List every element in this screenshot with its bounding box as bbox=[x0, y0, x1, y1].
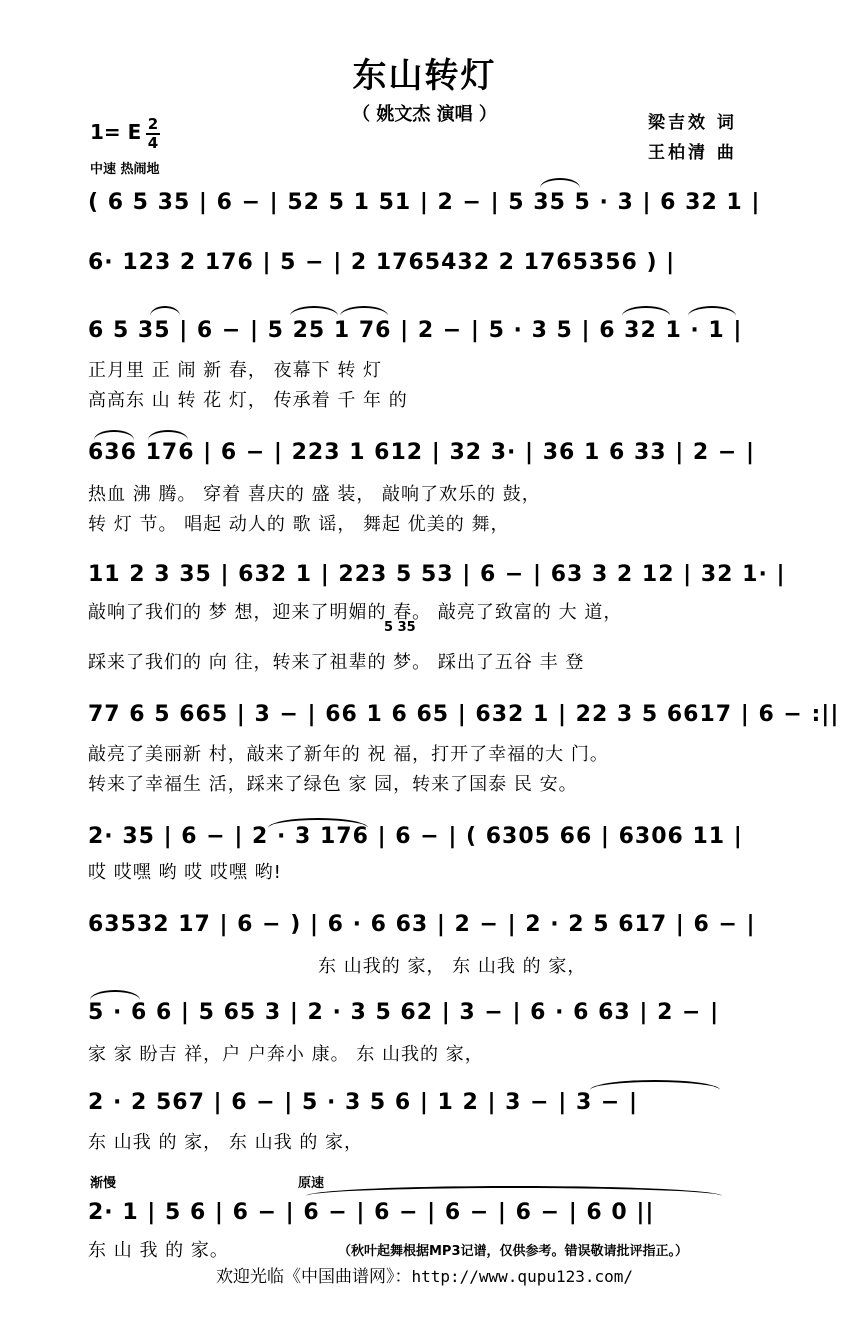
time-signature bbox=[146, 117, 160, 151]
slur-mark bbox=[148, 430, 188, 440]
score-title: 东山转灯 bbox=[352, 56, 497, 96]
footer-url[interactable]: http://www.qupu123.com/ bbox=[411, 1267, 634, 1286]
footer bbox=[0, 1262, 849, 1287]
slur-mark bbox=[268, 818, 368, 828]
lyric-line-4-verse-1: 热血 沸 腾。 穿着 喜庆的 盛 装， 敲响了欢乐的 鼓， bbox=[88, 484, 541, 505]
lyric-line-10: 东 山我 的 家， 东 山我 的 家， bbox=[88, 1132, 364, 1153]
notation-line-2: 6· 123 2 176 | 5 − | 2 1765432 2 1765356 ) | bbox=[88, 250, 676, 275]
lyricist-credit: 梁吉效 词 bbox=[648, 113, 737, 133]
transcriber-note: （秋叶起舞根据MP3记谱，仅供参考。错误敬请批评指正。） bbox=[338, 1244, 689, 1259]
notation-line-1: ( 6 5 35 | 6 − | 52 5 1 51 | 2 − | 5 35 5 · 3 | 6 32 1 | bbox=[88, 190, 761, 215]
slur-mark bbox=[622, 306, 670, 316]
notation-line-3: 6 5 35 | 6 − | 5 25 1 76 | 2 − | 5 · 3 5 | 6 32 1 · 1 | bbox=[88, 318, 743, 343]
lyric-line-5-verse-2: 踩来了我们的 向 往，转来了祖辈的 梦。 踩出了五谷 丰 登 bbox=[88, 652, 585, 673]
footer-welcome: 欢迎光临《中国曲谱网》： bbox=[215, 1267, 412, 1287]
lyric-line-5-verse-1: 敲响了我们的 梦 想，迎来了明媚的 春。 敲亮了致富的 大 道， bbox=[88, 602, 623, 623]
tempo-marking: 中速 热闹地 bbox=[90, 162, 160, 177]
notation-line-6: 77 6 5 665 | 3 − | 66 1 6 65 | 632 1 | 22 3 5 6617 | 6 − :|| bbox=[88, 702, 840, 727]
lyric-line-3-verse-2: 高高东 山 转 花 灯， 传承着 千 年 的 bbox=[88, 390, 408, 411]
notation-line-9: 5 · 6 6 | 5 65 3 | 2 · 3 5 62 | 3 − | 6 · 6 63 | 2 − | bbox=[88, 1000, 720, 1025]
key-signature: 1= E bbox=[90, 120, 142, 144]
lyric-line-9: 家 家 盼吉 祥，户 户奔小 康。 东 山我的 家， bbox=[88, 1044, 484, 1065]
lyric-line-11: 东 山 我 的 家。 bbox=[88, 1240, 229, 1261]
lyric-line-3-verse-1: 正月里 正 闹 新 春， 夜幕下 转 灯 bbox=[88, 360, 383, 381]
ritardando-marking: 渐慢 bbox=[90, 1176, 117, 1191]
time-top: 2 bbox=[147, 115, 159, 133]
slur-mark bbox=[540, 178, 580, 188]
lyric-line-6-verse-2: 转来了幸福生 活，踩来了绿色 家 园，转来了国泰 民 安。 bbox=[88, 774, 578, 795]
slur-mark bbox=[94, 430, 134, 440]
notation-line-10: 2 · 2 567 | 6 − | 5 · 3 5 6 | 1 2 | 3 − | 3 − | bbox=[88, 1090, 639, 1115]
lyric-line-4-verse-2: 转 灯 节。 唱起 动人的 歌 谣， 舞起 优美的 舞， bbox=[88, 514, 510, 535]
notation-line-11: 2· 1 | 5 6 | 6 − | 6 − | 6 − | 6 − | 6 − | 6 0 || bbox=[88, 1200, 655, 1225]
composer-credit: 王柏清 曲 bbox=[648, 143, 737, 163]
notation-line-4: 636 176 | 6 − | 223 1 612 | 32 3· | 36 1 6 33 | 2 − | bbox=[88, 440, 756, 465]
time-bottom: 4 bbox=[147, 134, 159, 152]
slur-mark bbox=[290, 306, 338, 316]
variant-notes: 5 35 bbox=[384, 620, 416, 635]
performer: （ 姚文杰 演唱 ） bbox=[352, 104, 497, 125]
slur-mark bbox=[590, 1080, 720, 1090]
slur-mark bbox=[340, 306, 388, 316]
slur-mark bbox=[688, 306, 736, 316]
lyric-line-7: 哎 哎嘿 哟 哎 哎嘿 哟! bbox=[88, 862, 282, 883]
notation-line-8: 63532 17 | 6 − ) | 6 · 6 63 | 2 − | 2 · 2 5 617 | 6 − | bbox=[88, 912, 756, 937]
a-tempo-marking: 原速 bbox=[298, 1176, 325, 1191]
notation-line-7: 2· 35 | 6 − | 2 · 3 176 | 6 − | ( 6305 66 | 6306 11 | bbox=[88, 824, 743, 849]
tie-long-note bbox=[306, 1186, 722, 1196]
slur-mark bbox=[150, 306, 180, 316]
slur-mark bbox=[90, 990, 140, 1000]
notation-line-5: 11 2 3 35 | 632 1 | 223 5 53 | 6 − | 63 3 2 12 | 32 1· | bbox=[88, 562, 786, 587]
lyric-line-8: 东 山我的 家， 东 山我 的 家， bbox=[318, 956, 587, 977]
lyric-line-6-verse-1: 敲亮了美丽新 村，敲来了新年的 祝 福，打开了幸福的大 门。 bbox=[88, 744, 609, 765]
